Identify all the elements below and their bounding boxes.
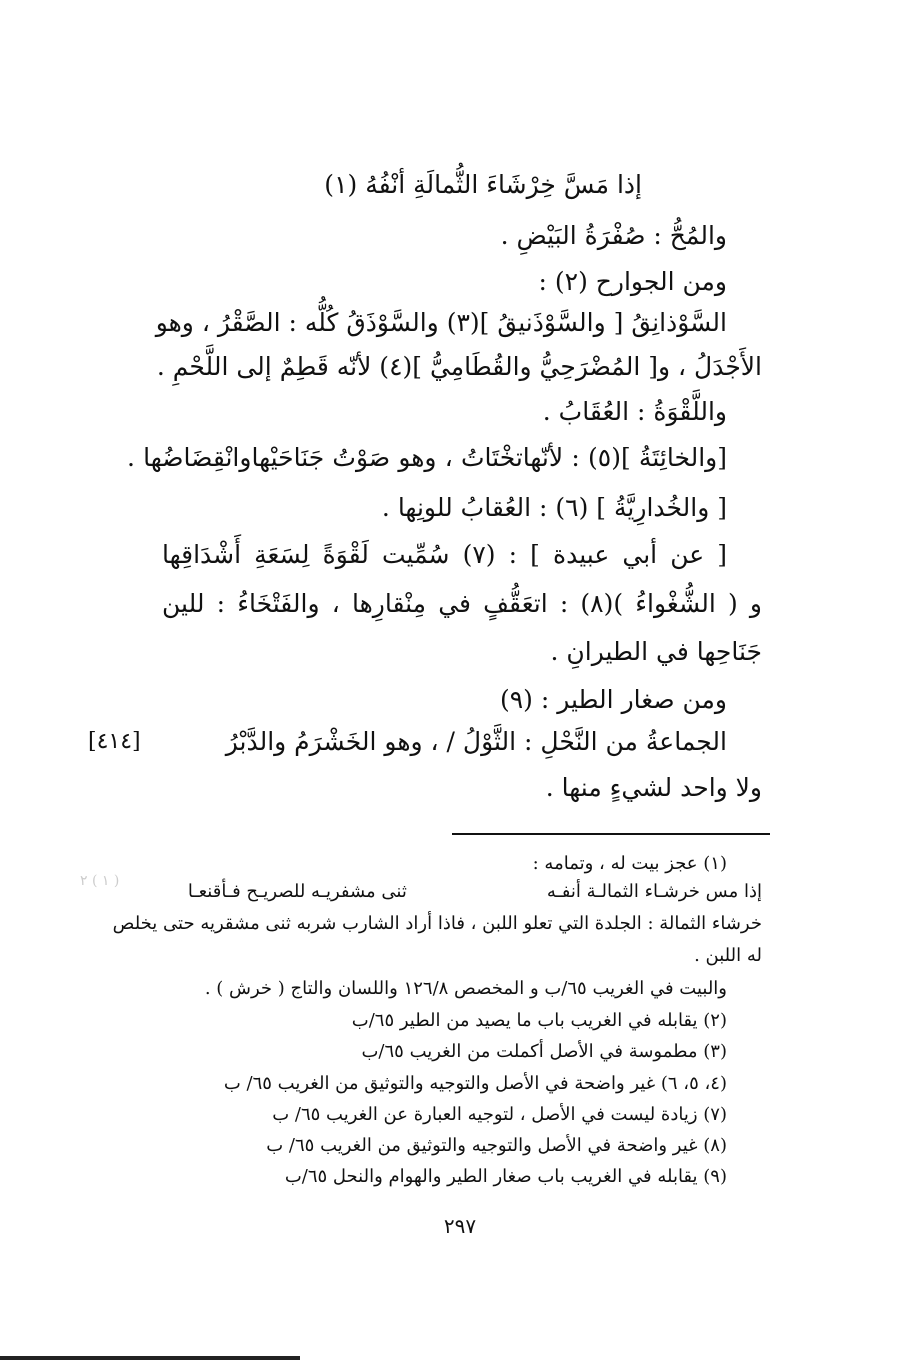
main-line-1: إذا مَسَّ خِرْشَاءَ الثُّمالَةِ أنْفُهُ (١) xyxy=(324,170,642,199)
main-line-10: و ( الشُّغْواءُ )(٨) : اتعَقُّفٍ في مِنْقارِها ، والفَتْخَاءُ : للين xyxy=(162,589,762,618)
footnote-line-8: (٧) زيادة ليست في الأصل ، لتوجيه العبارة عن الغريب ٦٥/ ب xyxy=(272,1104,727,1125)
main-line-11: جَنَاحِها في الطيرانِ . xyxy=(550,637,762,666)
main-line-6: واللَّقْوَةُ : العُقَابُ . xyxy=(542,397,727,426)
main-line-9: [ عن أبي عبيدة ] : (٧) سُمِّيت لَقْوَةً لِسَعَةِ أَشْدَاقِها xyxy=(162,540,727,569)
main-line-14: ولا واحد لشيءٍ منها . xyxy=(545,773,762,802)
footnote-verse xyxy=(188,878,762,906)
main-line-12: ومن صغار الطير : (٩) xyxy=(499,685,727,714)
footnote-line-4: والبيت في الغريب ٦٥/ب و المخصص ١٢٦/٨ واللسان والتاج ( خرش ) . xyxy=(204,978,727,999)
main-line-3: ومن الجوارح (٢) : xyxy=(538,267,727,296)
folio-marker: [٤١٤] xyxy=(88,729,141,754)
footnote-line-5: (٢) يقابله في الغريب باب ما يصيد من الطير ٦٥/ب xyxy=(351,1010,727,1031)
main-line-5: الأَجْدَلُ ، و[ المُضْرَحِيُّ والقُطَامِيُّ ](٤) لأنّه قَطِمٌ إلى اللَّحْمِ . xyxy=(156,352,762,381)
footnote-line-9: (٨) غير واضحة في الأصل والتوجيه والتوثيق من الغريب ٦٥/ ب xyxy=(266,1135,727,1156)
footnote-line-3: له اللبن . xyxy=(694,945,762,966)
footnote-line-1: (١) عجز بيت له ، وتمامه : xyxy=(532,853,727,874)
main-line-2: والمُحُّ : صُفْرَةُ البَيْضِ . xyxy=(500,221,727,250)
footnote-separator xyxy=(452,833,770,835)
footnote-line-2: خرشاء الثمالة : الجلدة التي تعلو اللبن ، فاذا أراد الشارب شربه ثنى مشقريه حتى يخلص xyxy=(112,913,762,934)
main-line-8: [ والخُدارِيَّةُ ] (٦) : العُقابُ للونِها . xyxy=(381,493,727,522)
main-line-7: [والخائِتَةُ ](٥) : لأنّهاتخْتَاتُ ، وهو صَوْتُ جَنَاحَيْهاوانْقِضَاضُها . xyxy=(127,443,727,472)
faint-mark: ( ١ ) ٢ xyxy=(80,873,120,889)
verse-hemistich-right: إذا مس خرشـاء الثمالـة أنفـه xyxy=(546,881,762,902)
verse-hemistich-left: ثنى مشفريـه للصريـح فـأقنعـا xyxy=(187,881,407,902)
main-line-4: السَّوْذانِقُ [ والسَّوْذَنيقُ ](٣) والسَّوْذَقُ كُلُّه : الصَّقْرُ ، وهو xyxy=(155,308,727,337)
page-number: ٢٩٧ xyxy=(443,1214,477,1238)
footnote-line-10: (٩) يقابله في الغريب باب صغار الطير والهوام والنحل ٦٥/ب xyxy=(284,1166,727,1187)
bottom-edge-bar xyxy=(0,1356,300,1360)
footnote-line-6: (٣) مطموسة في الأصل أكملت من الغريب ٦٥/ب xyxy=(361,1041,727,1062)
footnote-line-7: (٤، ٥، ٦) غير واضحة في الأصل والتوجيه والتوثيق من الغريب ٦٥/ ب xyxy=(223,1073,727,1094)
main-line-13: الجماعةُ من النَّحْلِ : الثَّوْلُ / ، وهو الخَشْرَمُ والدَّبْرُ xyxy=(225,727,727,756)
